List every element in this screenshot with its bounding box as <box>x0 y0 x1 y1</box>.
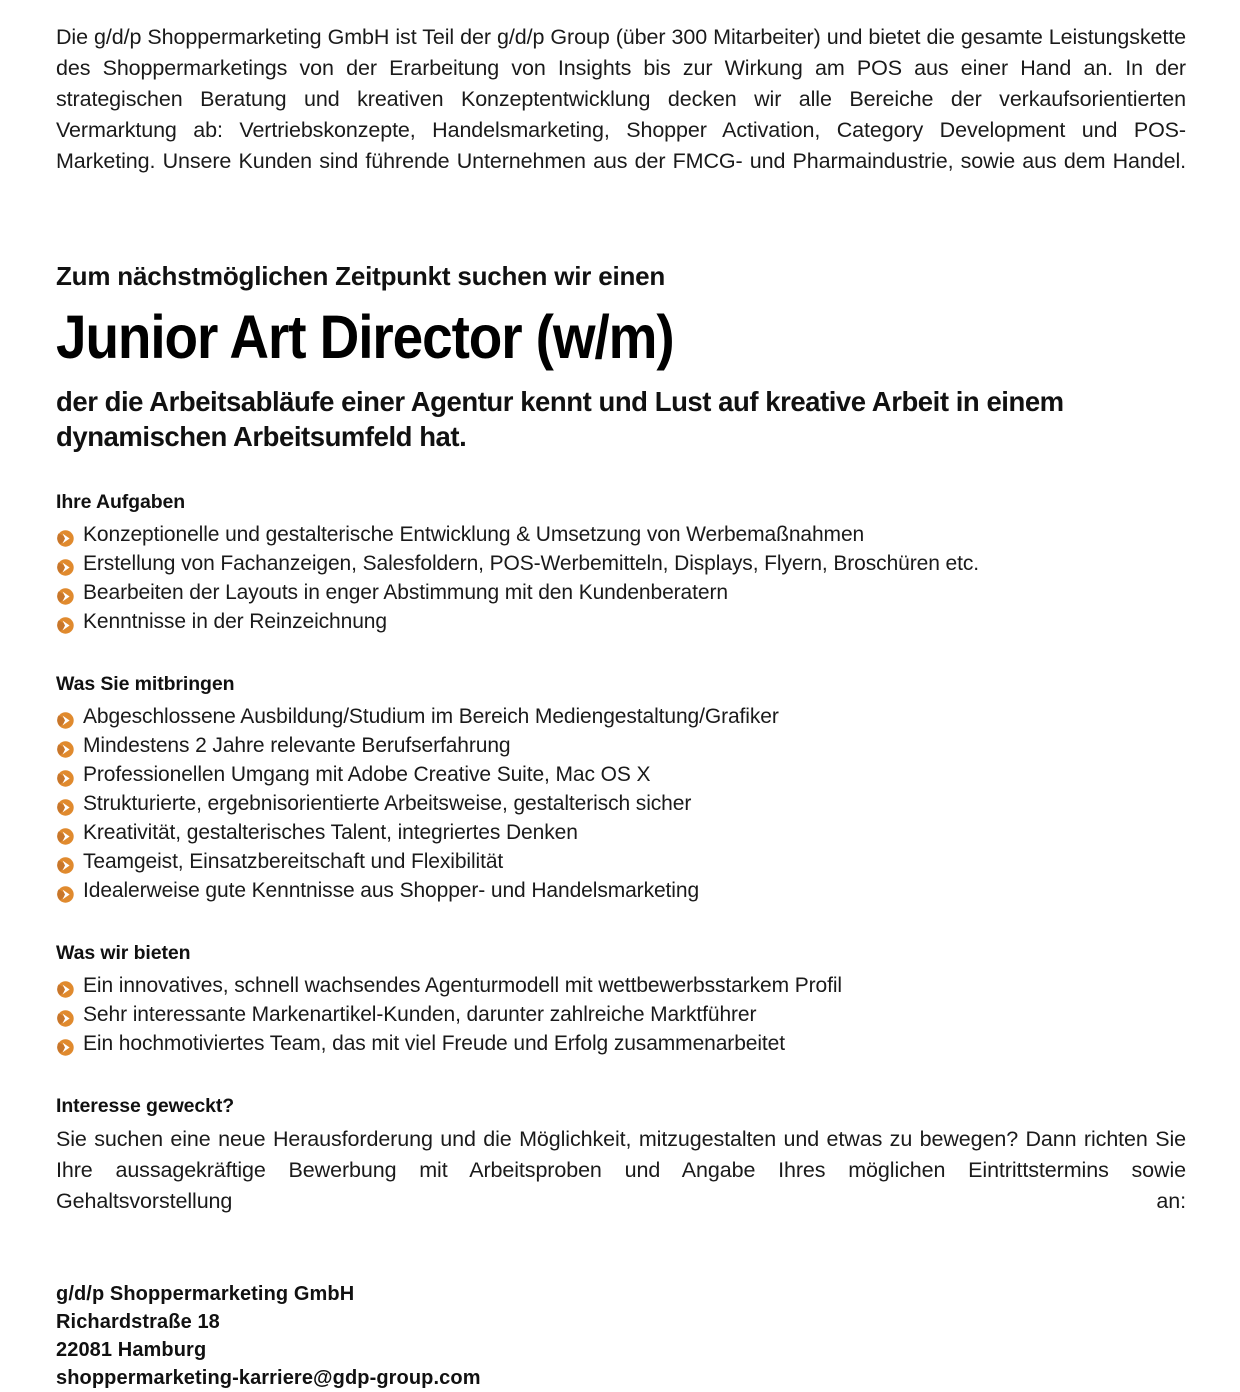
list-item <box>56 607 1186 636</box>
list-item-label: Konzeptionelle und gestalterische Entwicklung & Umsetzung von Werbemaßnahmen <box>83 523 865 546</box>
section-bieten <box>56 941 1186 1058</box>
contact-street: Richardstraße 18 <box>56 1311 220 1333</box>
list-item <box>56 731 1186 760</box>
list-item-label: Abgeschlossene Ausbildung/Studium im Bereich Mediengestaltung/Grafiker <box>83 705 779 728</box>
chevron-circle-icon <box>57 737 74 754</box>
chevron-circle-icon <box>57 853 74 870</box>
chevron-circle-icon <box>57 795 74 812</box>
list-item-label: Kreativität, gestalterisches Talent, integriertes Denken <box>83 821 578 844</box>
chevron-circle-icon <box>57 766 74 783</box>
list-item-label: Ein innovatives, schnell wachsendes Agenturmodell mit wettbewerbsstarkem Profil <box>83 974 842 997</box>
list-item-label: Professionellen Umgang mit Adobe Creative Suite, Mac OS X <box>83 763 651 786</box>
section-heading: Interesse geweckt? <box>56 1095 235 1117</box>
list-item <box>56 578 1186 607</box>
list-item <box>56 549 1186 578</box>
list-item <box>56 1029 1186 1058</box>
page-title: Junior Art Director (w/m) <box>56 303 674 371</box>
list-item-label: Bearbeiten der Layouts in enger Abstimmung mit den Kundenberatern <box>83 581 728 604</box>
section-interesse <box>56 1094 1186 1248</box>
chevron-circle-icon <box>57 613 74 630</box>
section-heading: Was Sie mitbringen <box>56 673 235 695</box>
closing-paragraph: Sie suchen eine neue Herausforderung und die Möglichkeit, mitzugestalten und etwas zu bewegen? Dann richten Sie Ihre aussagekräftige Bewerbung mit Arbeitsproben und Angabe Ihres möglichen Eintrittstermins sowie Gehaltsvorstellung an: <box>56 1127 1186 1213</box>
bullet-list <box>56 971 1186 1058</box>
bullet-list <box>56 702 1186 905</box>
chevron-circle-icon <box>57 555 74 572</box>
list-item-label: Kenntnisse in der Reinzeichnung <box>83 610 387 633</box>
list-item <box>56 520 1186 549</box>
bullet-list <box>56 520 1186 636</box>
chevron-circle-icon <box>57 977 74 994</box>
section-aufgaben <box>56 490 1186 636</box>
list-item <box>56 760 1186 789</box>
section-heading: Ihre Aufgaben <box>56 491 186 513</box>
list-item <box>56 847 1186 876</box>
chevron-circle-icon <box>57 526 74 543</box>
chevron-circle-icon <box>57 584 74 601</box>
contact-email[interactable]: shoppermarketing-karriere@gdp-group.com <box>56 1367 481 1389</box>
contact-company: g/d/p Shoppermarketing GmbH <box>56 1283 355 1305</box>
job-kicker: Zum nächstmöglichen Zeitpunkt suchen wir einen <box>56 261 666 291</box>
list-item <box>56 702 1186 731</box>
job-subtitle: der die Arbeitsabläufe einer Agentur kennt und Lust auf kreative Arbeit in einem dynamischen Arbeitsumfeld hat. <box>56 386 1064 452</box>
list-item <box>56 789 1186 818</box>
list-item <box>56 1000 1186 1029</box>
chevron-circle-icon <box>57 1035 74 1052</box>
list-item <box>56 876 1186 905</box>
list-item-label: Sehr interessante Markenartikel-Kunden, darunter zahlreiche Marktführer <box>83 1003 757 1026</box>
list-item <box>56 818 1186 847</box>
list-item-label: Erstellung von Fachanzeigen, Salesfoldern, POS-Werbemitteln, Displays, Flyern, Broschüren etc. <box>83 552 979 575</box>
chevron-circle-icon <box>57 708 74 725</box>
chevron-circle-icon <box>57 1006 74 1023</box>
list-item-label: Idealerweise gute Kenntnisse aus Shopper- und Handelsmarketing <box>83 879 700 902</box>
list-item-label: Teamgeist, Einsatzbereitschaft und Flexibilität <box>83 850 504 873</box>
list-item-label: Mindestens 2 Jahre relevante Berufserfahrung <box>83 734 511 757</box>
chevron-circle-icon <box>57 882 74 899</box>
list-item-label: Strukturierte, ergebnisorientierte Arbeitsweise, gestalterisch sicher <box>83 792 692 815</box>
contact-block <box>56 1280 1186 1392</box>
contact-city: 22081 Hamburg <box>56 1339 207 1361</box>
section-mitbringen <box>56 672 1186 905</box>
document-content <box>56 22 1186 1392</box>
list-item <box>56 971 1186 1000</box>
intro-paragraph: Die g/d/p Shoppermarketing GmbH ist Teil der g/d/p Group (über 300 Mitarbeiter) und bietet die gesamte Leistungskette des Shoppermarketings von der Erarbeitung von Insights bis zur Wirkung am POS aus einer Hand an. In der strategischen Beratung und kreativen Konzeptentwicklung decken wir alle Bereiche der verkaufsorientierten Vermarktung ab: Vertriebskonzepte, Handelsmarketing, Shopper Activation, Category Development und POS-Marketing. Unsere Kunden sind führende Unternehmen aus der FMCG- und Pharmaindustrie, sowie aus dem Handel. <box>56 25 1186 173</box>
list-item-label: Ein hochmotiviertes Team, das mit viel Freude und Erfolg zusammenarbeitet <box>83 1032 785 1055</box>
section-heading: Was wir bieten <box>56 942 191 964</box>
chevron-circle-icon <box>57 824 74 841</box>
